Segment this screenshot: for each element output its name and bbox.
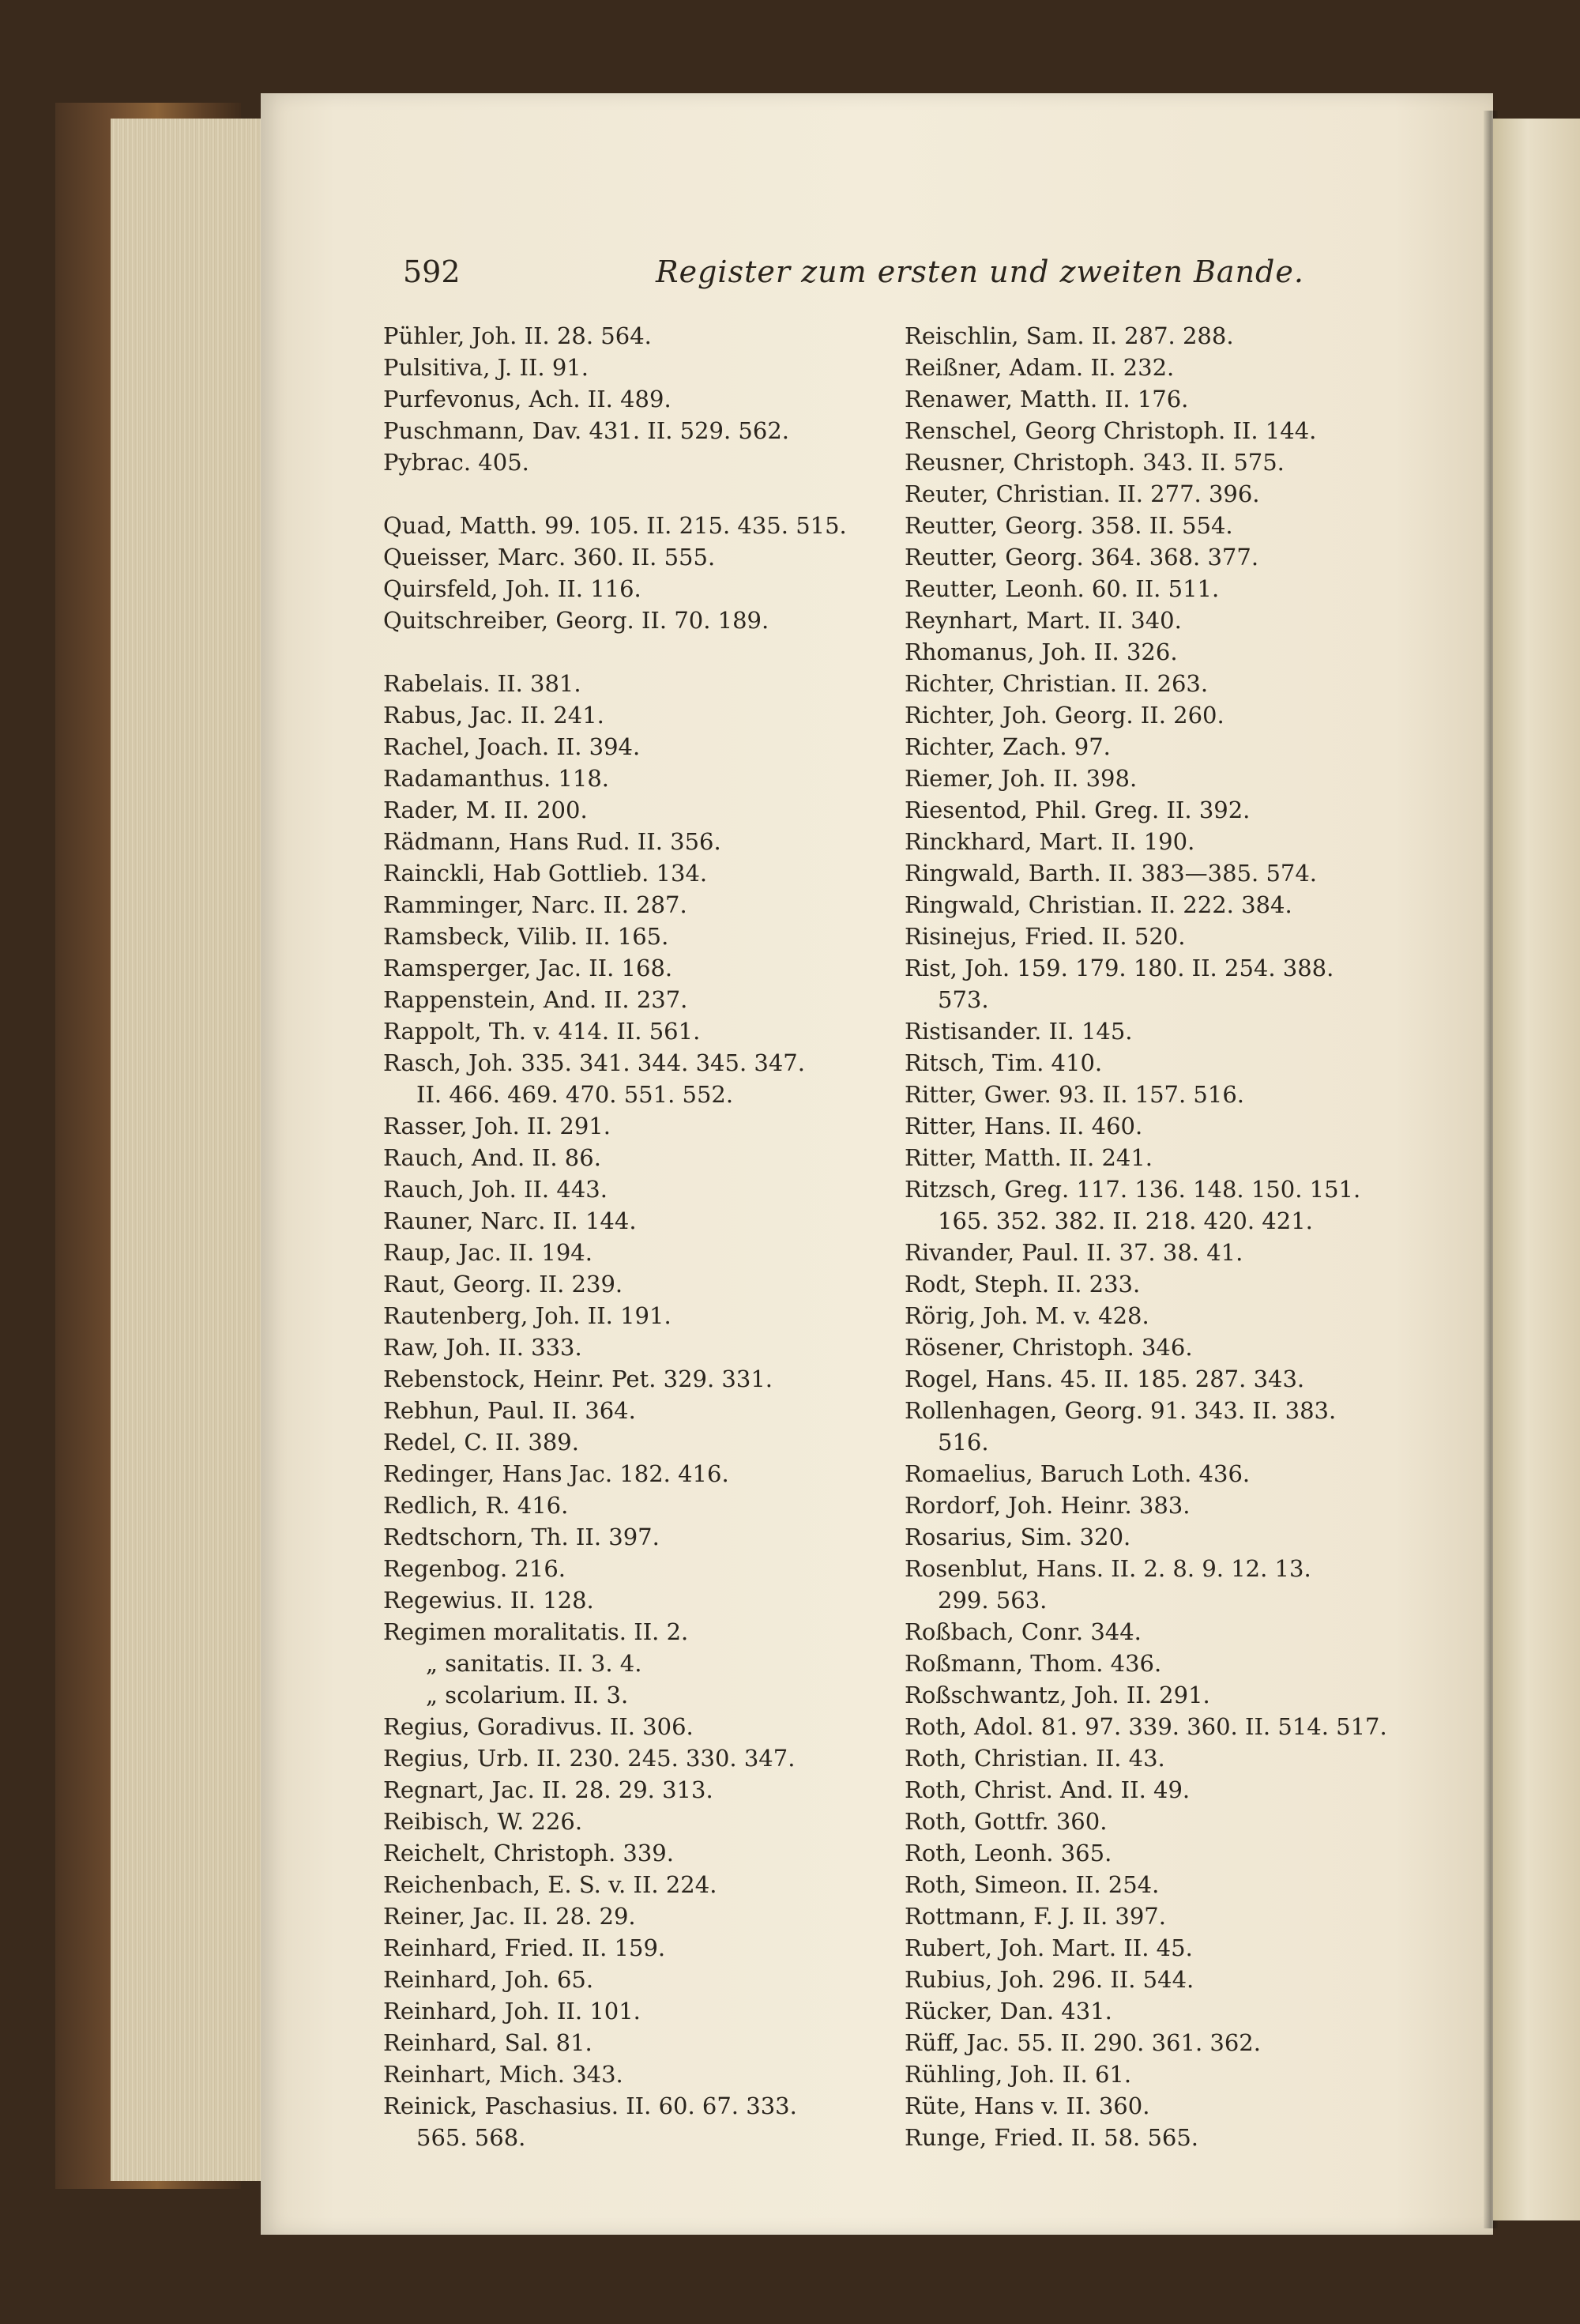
index-entry: Rhomanus, Joh. II. 326. (905, 638, 1178, 665)
index-entry: Rappenstein, And. II. 237. (383, 986, 688, 1013)
index-entry: Ramsbeck, Vilib. II. 165. (383, 923, 669, 950)
index-entry: Rauch, And. II. 86. (383, 1144, 601, 1171)
index-entry: Rivander, Paul. II. 37. 38. 41. (905, 1239, 1243, 1266)
index-entry: Roth, Christian. II. 43. (905, 1745, 1165, 1772)
index-entry: Quitschreiber, Georg. II. 70. 189. (383, 607, 769, 634)
index-entry: Richter, Zach. 97. (905, 733, 1111, 760)
index-entry: 299. 563. (938, 1587, 1048, 1614)
index-entry: Rogel, Hans. 45. II. 185. 287. 343. (905, 1365, 1305, 1392)
index-entry: Reinhard, Joh. 65. (383, 1966, 594, 1993)
index-entry: Rüte, Hans v. II. 360. (905, 2092, 1150, 2119)
index-entry: Roßbach, Conr. 344. (905, 1618, 1142, 1645)
index-entry: Regius, Urb. II. 230. 245. 330. 347. (383, 1745, 796, 1772)
index-entry: Rader, M. II. 200. (383, 797, 588, 823)
index-entry: Reinhart, Mich. 343. (383, 2061, 623, 2088)
index-entry: Pulsitiva, J. II. 91. (383, 354, 589, 381)
index-entry: Riesentod, Phil. Greg. II. 392. (905, 797, 1251, 823)
index-entry: Reuter, Christian. II. 277. 396. (905, 480, 1260, 507)
index-entry: Rist, Joh. 159. 179. 180. II. 254. 388. (905, 955, 1334, 981)
index-entry: Rottmann, F. J. II. 397. (905, 1903, 1166, 1930)
index-entry: Renawer, Matth. II. 176. (905, 386, 1189, 412)
index-entry: Ramminger, Narc. II. 287. (383, 891, 687, 918)
index-entry: Regius, Goradivus. II. 306. (383, 1713, 694, 1740)
index-entry: Richter, Christian. II. 263. (905, 670, 1209, 697)
index-entry: Pühler, Joh. II. 28. 564. (383, 322, 652, 349)
index-entry: „ scolarium. II. 3. (426, 1682, 629, 1708)
index-entry: Rordorf, Joh. Heinr. 383. (905, 1492, 1191, 1519)
index-entry: Roth, Christ. And. II. 49. (905, 1776, 1191, 1803)
index-entry: Rörig, Joh. M. v. 428. (905, 1302, 1149, 1329)
index-entry: Ritter, Matth. II. 241. (905, 1144, 1153, 1171)
index-entry: Rebenstock, Heinr. Pet. 329. 331. (383, 1365, 773, 1392)
index-entry: Redinger, Hans Jac. 182. 416. (383, 1460, 729, 1487)
index-entry: Reinhard, Joh. II. 101. (383, 1998, 641, 2025)
index-entry: Roßmann, Thom. 436. (905, 1650, 1162, 1677)
index-entry: Risinejus, Fried. II. 520. (905, 923, 1186, 950)
page-number: 592 (403, 254, 461, 289)
index-entry: Pybrac. 405. (383, 449, 529, 476)
index-entry: 565. 568. (416, 2124, 526, 2151)
index-entry: Richter, Joh. Georg. II. 260. (905, 702, 1224, 729)
index-entry: Rasch, Joh. 335. 341. 344. 345. 347. (383, 1049, 805, 1076)
index-entry: Puschmann, Dav. 431. II. 529. 562. (383, 417, 789, 444)
index-entry: „ sanitatis. II. 3. 4. (426, 1650, 642, 1677)
index-entry: Rinckhard, Mart. II. 190. (905, 828, 1195, 855)
index-entry: Reischlin, Sam. II. 287. 288. (905, 322, 1234, 349)
index-entry: Roth, Simeon. II. 254. (905, 1871, 1160, 1898)
index-entry: Ringwald, Barth. II. 383—385. 574. (905, 860, 1318, 887)
section-gap (383, 636, 905, 668)
index-entry: Reinhard, Sal. 81. (383, 2029, 592, 2056)
index-entry: Reiner, Jac. II. 28. 29. (383, 1903, 636, 1930)
index-entry: Ritzsch, Greg. 117. 136. 148. 150. 151. (905, 1176, 1361, 1203)
index-entry: Reißner, Adam. II. 232. (905, 354, 1175, 381)
index-entry: Rodt, Steph. II. 233. (905, 1271, 1141, 1298)
index-entry: Redel, C. II. 389. (383, 1429, 579, 1456)
index-entry: Romaelius, Baruch Loth. 436. (905, 1460, 1251, 1487)
index-entry: Rabus, Jac. II. 241. (383, 702, 604, 729)
index-entry: Rücker, Dan. 431. (905, 1998, 1112, 2025)
index-entry: Redtschorn, Th. II. 397. (383, 1524, 660, 1550)
index-entry: Rauner, Narc. II. 144. (383, 1207, 637, 1234)
index-entry: Reinhard, Fried. II. 159. (383, 1934, 666, 1961)
index-entry: Rauch, Joh. II. 443. (383, 1176, 608, 1203)
index-entry: Raut, Georg. II. 239. (383, 1271, 623, 1298)
page-header (403, 254, 1493, 302)
index-entry: Riemer, Joh. II. 398. (905, 765, 1138, 792)
index-entry: Rösener, Christoph. 346. (905, 1334, 1193, 1361)
index-entry: Quad, Matth. 99. 105. II. 215. 435. 515. (383, 512, 847, 539)
index-entry: Reinick, Paschasius. II. 60. 67. 333. (383, 2092, 797, 2119)
index-entry: Regimen moralitatis. II. 2. (383, 1618, 689, 1645)
section-gap (383, 478, 905, 510)
index-entry: Regnart, Jac. II. 28. 29. 313. (383, 1776, 713, 1803)
index-entry: Rainckli, Hab Gottlieb. 134. (383, 860, 708, 887)
index-entry: Rasser, Joh. II. 291. (383, 1113, 611, 1139)
index-entry: Renschel, Georg Christoph. II. 144. (905, 417, 1317, 444)
index-column-right (905, 320, 1458, 2153)
index-entry: Raup, Jac. II. 194. (383, 1239, 592, 1266)
index-entry: 165. 352. 382. II. 218. 420. 421. (938, 1207, 1313, 1234)
index-entry: Reutter, Georg. 364. 368. 377. (905, 544, 1259, 571)
index-entry: Raw, Joh. II. 333. (383, 1334, 582, 1361)
index-entry: Rosenblut, Hans. II. 2. 8. 9. 12. 13. (905, 1555, 1311, 1582)
index-entry: Reutter, Georg. 358. II. 554. (905, 512, 1233, 539)
index-entry: Reynhart, Mart. II. 340. (905, 607, 1182, 634)
index-entry: Purfevonus, Ach. II. 489. (383, 386, 672, 412)
index-entry: Reibisch, W. 226. (383, 1808, 583, 1835)
index-entry: Rädmann, Hans Rud. II. 356. (383, 828, 721, 855)
index-entry: Rubert, Joh. Mart. II. 45. (905, 1934, 1193, 1961)
index-column-left (383, 320, 905, 2153)
index-entry: Rabelais. II. 381. (383, 670, 581, 697)
index-entry: 516. (938, 1429, 989, 1456)
facing-page-edge (1493, 119, 1580, 2220)
index-entry: Rollenhagen, Georg. 91. 343. II. 383. (905, 1397, 1337, 1424)
index-entry: Rühling, Joh. II. 61. (905, 2061, 1132, 2088)
index-entry: Roth, Adol. 81. 97. 339. 360. II. 514. 517. (905, 1713, 1387, 1740)
index-entry: Ritter, Hans. II. 460. (905, 1113, 1143, 1139)
index-entry: Rosarius, Sim. 320. (905, 1524, 1131, 1550)
index-entry: Redlich, R. 416. (383, 1492, 569, 1519)
index-entry: Reichenbach, E. S. v. II. 224. (383, 1871, 717, 1898)
index-entry: Rappolt, Th. v. 414. II. 561. (383, 1018, 701, 1045)
index-entry: Rubius, Joh. 296. II. 544. (905, 1966, 1194, 1993)
index-entry: Regewius. II. 128. (383, 1587, 594, 1614)
index-entry: II. 466. 469. 470. 551. 552. (416, 1081, 734, 1108)
index-entry: Reutter, Leonh. 60. II. 511. (905, 575, 1220, 602)
index-entry: Queisser, Marc. 360. II. 555. (383, 544, 716, 571)
index-entry: Ritter, Gwer. 93. II. 157. 516. (905, 1081, 1245, 1108)
index-entry: Roth, Gottfr. 360. (905, 1808, 1108, 1835)
index-entry: 573. (938, 986, 989, 1013)
index-entry: Rebhun, Paul. II. 364. (383, 1397, 636, 1424)
index-entry: Ristisander. II. 145. (905, 1018, 1133, 1045)
index-entry: Reusner, Christoph. 343. II. 575. (905, 449, 1285, 476)
running-head: Register zum ersten und zweiten Bande. (656, 254, 1304, 289)
index-entry: Ritsch, Tim. 410. (905, 1049, 1103, 1076)
index-entry: Rüff, Jac. 55. II. 290. 361. 362. (905, 2029, 1261, 2056)
index-entry: Reichelt, Christoph. 339. (383, 1840, 674, 1866)
index-entry: Roßschwantz, Joh. II. 291. (905, 1682, 1210, 1708)
page-stack-edge (111, 119, 276, 2181)
index-entry: Ramsperger, Jac. II. 168. (383, 955, 673, 981)
index-entry: Runge, Fried. II. 58. 565. (905, 2124, 1199, 2151)
index-entry: Rautenberg, Joh. II. 191. (383, 1302, 672, 1329)
index-entry: Radamanthus. 118. (383, 765, 610, 792)
index-entry: Regenbog. 216. (383, 1555, 566, 1582)
index-entry: Rachel, Joach. II. 394. (383, 733, 641, 760)
index-entry: Ringwald, Christian. II. 222. 384. (905, 891, 1292, 918)
index-entry: Quirsfeld, Joh. II. 116. (383, 575, 641, 602)
index-entry: Roth, Leonh. 365. (905, 1840, 1112, 1866)
